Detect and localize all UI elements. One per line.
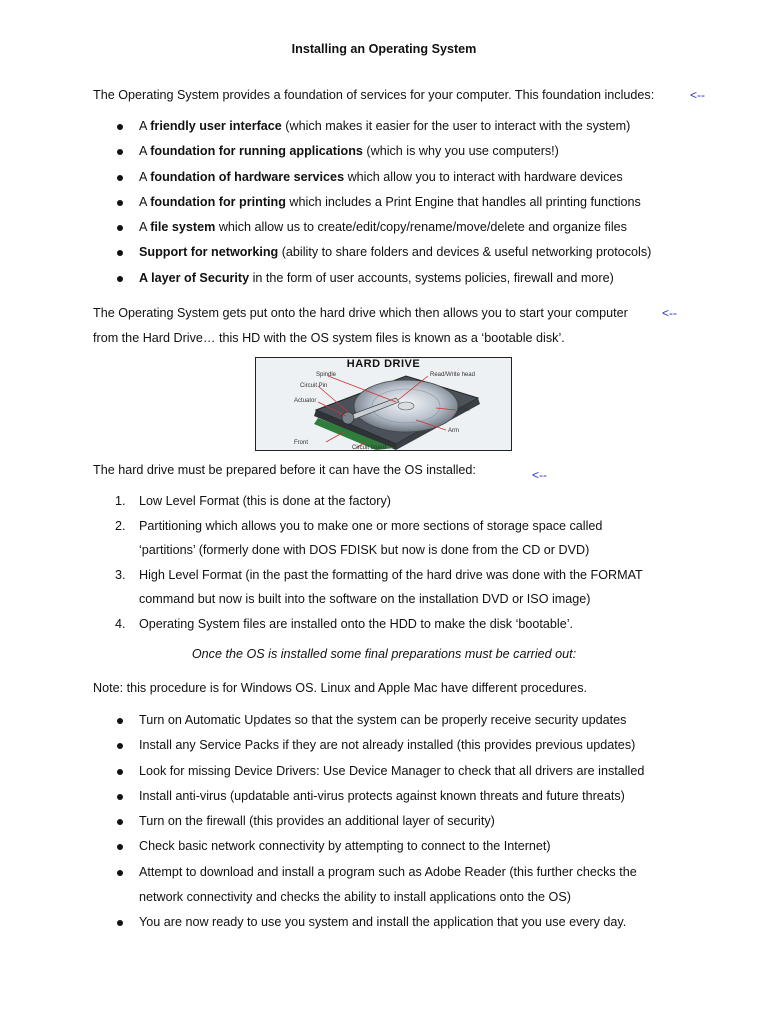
hard-drive-title: HARD DRIVE <box>346 358 421 370</box>
prep-steps-list <box>0 489 768 636</box>
prep-intro: The hard drive must be prepared before it can have the OS installed: <box>93 463 476 477</box>
hard-drive-diagram <box>255 357 512 451</box>
list-item: Attempt to download and install a program such as Adobe Reader (this further checks the network connectivity and checks the ability to install applications onto the OS) <box>0 860 768 911</box>
note-paragraph: Note: this procedure is for Windows OS. Linux and Apple Mac have different procedures. <box>93 681 587 695</box>
list-item: A file system which allow us to create/edit/copy/rename/move/delete and organize files <box>0 215 768 240</box>
list-item: A layer of Security in the form of user accounts, systems policies, firewall and more) <box>0 266 768 291</box>
list-item: A foundation for running applications (which is why you use computers!) <box>0 139 768 164</box>
circuit-pin-label: Circuit Pin <box>300 383 328 389</box>
list-item: Turn on the firewall (this provides an additional layer of security) <box>0 809 768 834</box>
circuit-board-label: Circuit board <box>352 445 387 451</box>
list-item: Install anti-virus (updatable anti-virus protects against known threats and future threats) <box>0 784 768 809</box>
final-prep-heading: Once the OS is installed some final preparations must be carried out: <box>191 647 577 661</box>
margin-arrow: <-- <box>532 468 547 482</box>
hd-paragraph-line2: from the Hard Drive… this HD with the OS system files is known as a ‘bootable disk’. <box>93 331 565 345</box>
hd-paragraph-line1: The Operating System gets put onto the hard drive which then allows you to start your computer <box>93 306 628 320</box>
list-item: You are now ready to use you system and install the application that you use every day. <box>0 910 768 935</box>
list-item: Install any Service Packs if they are not already installed (this provides previous updates) <box>0 733 768 758</box>
front-label: Front <box>294 440 309 446</box>
list-item: A foundation for printing which includes a Print Engine that handles all printing functions <box>0 190 768 215</box>
list-item: 4. Operating System files are installed onto the HDD to make the disk ‘bootable’. <box>115 616 574 631</box>
disk-label: Disk <box>458 407 470 413</box>
list-item: A friendly user interface (which makes it easier for the user to interact with the system) <box>0 114 768 139</box>
foundation-list <box>0 114 768 291</box>
arm-label: Arm <box>448 428 459 434</box>
list-item: Check basic network connectivity by attempting to connect to the Internet) <box>0 834 768 859</box>
actuator-label: Actuator <box>294 398 317 404</box>
list-item: A foundation of hardware services which allow you to interact with hardware devices <box>0 165 768 190</box>
final-steps-list <box>0 708 768 936</box>
read-write-head-label: Read/Write head <box>430 372 475 378</box>
list-item: Support for networking (ability to share folders and devices & useful networking protocols) <box>0 240 768 265</box>
margin-arrow: <-- <box>662 306 677 320</box>
list-item: 3. High Level Format (in the past the formatting of the hard drive was done with the FORMAT command but now is built into the software on the installation DVD or ISO image) <box>115 567 643 606</box>
list-item: Look for missing Device Drivers: Use Device Manager to check that all drivers are installed <box>0 759 768 784</box>
intro-paragraph: The Operating System provides a foundation of services for your computer. This foundation includes: <box>93 88 655 102</box>
spindle-label: Spindle <box>316 372 337 378</box>
list-item: Turn on Automatic Updates so that the system can be properly receive security updates <box>0 708 768 733</box>
page-title: Installing an Operating System <box>291 42 477 56</box>
list-item: 1. Low Level Format (this is done at the factory) <box>115 494 391 508</box>
list-item: 2. Partitioning which allows you to make one or more sections of storage space called ‘partitions’ (formerly done with DOS FDISK but now is done from the CD or DVD) <box>115 518 603 557</box>
margin-arrow: <-- <box>690 88 705 102</box>
